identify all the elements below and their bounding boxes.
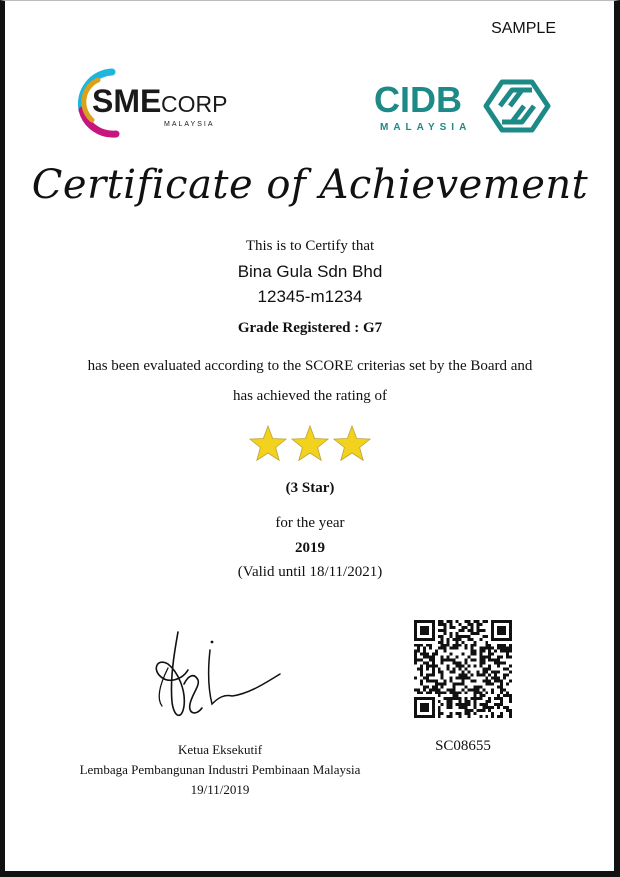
sample-watermark: SAMPLE xyxy=(491,20,556,37)
smecorp-brand: SME xyxy=(92,83,162,119)
grade-registered: Grade Registered : G7 xyxy=(237,320,383,336)
signatory-organization: Lembaga Pembangunan Industri Pembinaan Malaysia xyxy=(79,762,361,777)
rating-text: has achieved the rating of xyxy=(232,388,388,404)
certificate-number: SC08655 xyxy=(435,738,491,754)
star-rating xyxy=(248,424,372,464)
registration-number: 12345-m1234 xyxy=(257,287,363,306)
smecorp-logo xyxy=(72,66,252,138)
cidb-logo xyxy=(372,78,562,134)
cidb-brand: CIDB xyxy=(374,79,462,120)
smecorp-suffix: CORP xyxy=(161,91,228,117)
star-icon xyxy=(292,426,328,460)
signatory-title: Ketua Eksekutif xyxy=(177,742,263,757)
star-label: (3 Star) xyxy=(285,480,335,496)
signature-date: 19/11/2019 xyxy=(190,782,250,797)
qr-code xyxy=(414,620,512,718)
certificate-title: Certificate of Achievement xyxy=(31,162,589,208)
smecorp-sub: MALAYSIA xyxy=(164,121,215,128)
cidb-sub: MALAYSIA xyxy=(380,122,472,133)
company-name: Bina Gula Sdn Bhd xyxy=(237,262,383,281)
validity-text: (Valid until 18/11/2021) xyxy=(237,564,383,580)
star-icon xyxy=(250,426,286,460)
star-icon xyxy=(334,426,370,460)
cidb-hexagon-mark xyxy=(486,82,548,130)
signature xyxy=(148,624,288,734)
evaluation-text: has been evaluated according to the SCORE criterias set by the Board and xyxy=(87,358,533,374)
certificate-year: 2019 xyxy=(295,540,325,556)
certify-text: This is to Certify that xyxy=(245,238,375,254)
year-text: for the year xyxy=(275,515,345,531)
qr-code-modules xyxy=(414,620,512,718)
